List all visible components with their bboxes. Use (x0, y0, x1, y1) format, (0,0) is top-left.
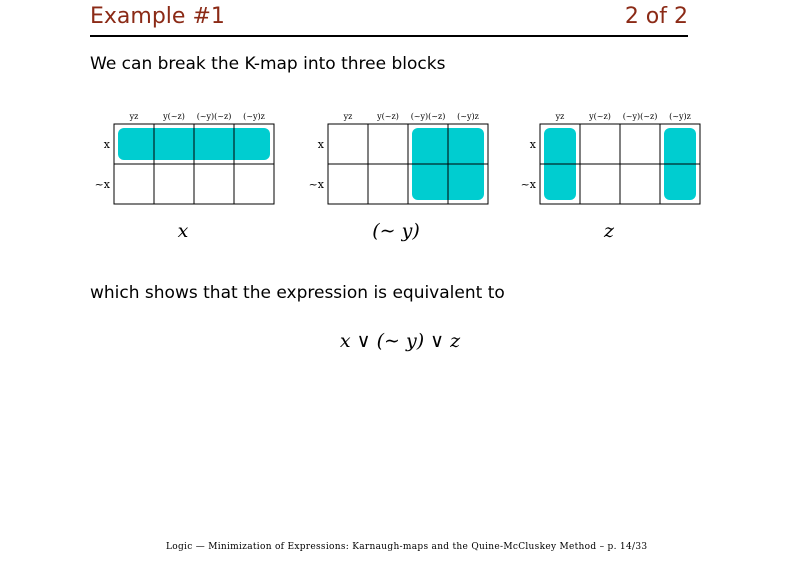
kmap-caption-x: x (177, 220, 189, 242)
kmap-row-label: ~x (308, 178, 324, 191)
kmap-not-y (302, 108, 479, 208)
kmap-row-label: x (317, 138, 324, 151)
kmap-column-label: y(~z) (377, 112, 399, 121)
intro-text: We can break the K-map into three blocks (90, 54, 446, 74)
kmap-row-label: ~x (520, 178, 536, 191)
kmap-column-label: y(~z) (589, 112, 611, 121)
kmap-column-label: yz (129, 112, 139, 121)
kmap-row-label: x (529, 138, 536, 151)
kmap-caption-z: z (603, 220, 614, 242)
kmap-row-label: x (103, 138, 110, 151)
title-rule (90, 35, 688, 37)
kmap-column-label: (~y)(~z) (196, 112, 232, 121)
kmap-column-label: yz (343, 112, 353, 121)
kmap-column-label: (~y)(~z) (622, 112, 658, 121)
kmap-column-label: y(~z) (163, 112, 185, 121)
kmap-column-label: yz (555, 112, 565, 121)
slide-title: Example #1 (90, 4, 225, 29)
kmap-caption-not-y: (∼ y) (372, 220, 420, 242)
kmap-svg (514, 108, 704, 208)
equation: x ∨ (∼ y) ∨ z (339, 330, 461, 352)
kmap-column-label: (~y)z (243, 112, 265, 121)
kmap-svg (88, 108, 278, 208)
conclusion-text: which shows that the expression is equivalent to (90, 283, 505, 303)
kmap-column-label: (~y)z (669, 112, 691, 121)
kmap-svg (302, 108, 492, 208)
kmap-column-label: (~y)z (457, 112, 479, 121)
kmap-column-label: (~y)(~z) (410, 112, 446, 121)
kmap-x (88, 108, 265, 208)
page-indicator: 2 of 2 (624, 4, 688, 29)
kmap-row-label: ~x (94, 178, 110, 191)
footer: Logic — Minimization of Expressions: Karnaugh-maps and the Quine-McCluskey Method – p. 14/33 (166, 542, 648, 552)
kmap-z (514, 108, 691, 208)
